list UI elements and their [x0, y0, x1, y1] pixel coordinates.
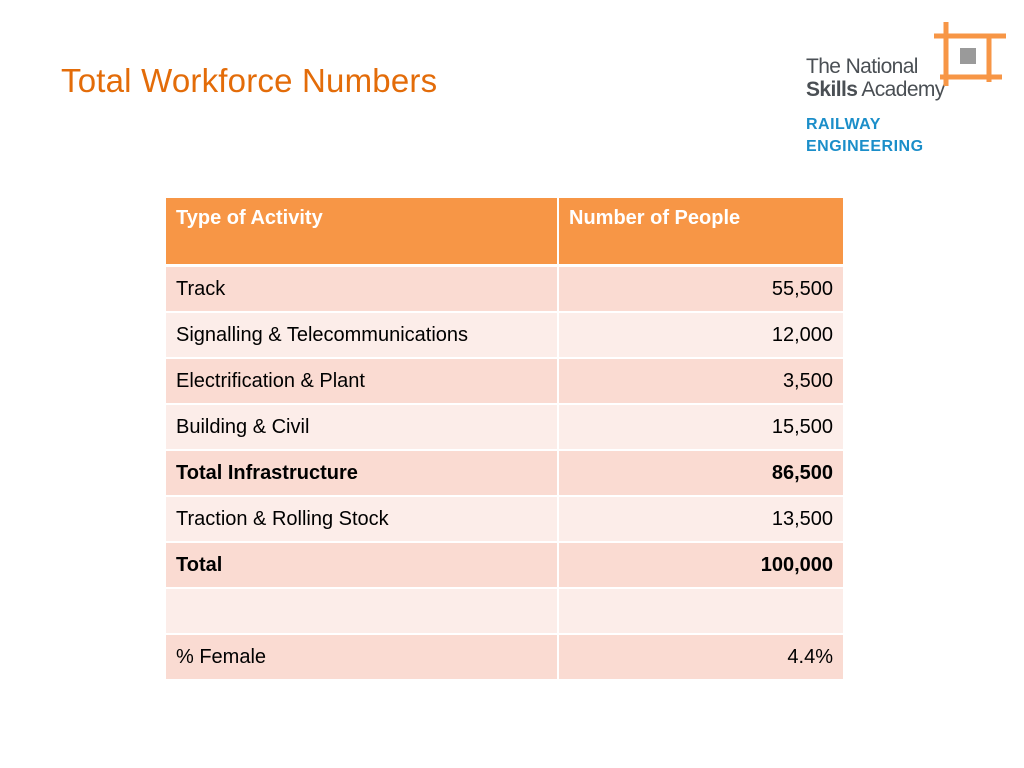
national-skills-academy-logo [806, 22, 1006, 162]
table-header-row [166, 198, 843, 266]
people-cell: 13,500 [558, 496, 843, 542]
activity-cell [166, 588, 558, 634]
table-row [166, 312, 843, 358]
table-row [166, 496, 843, 542]
people-cell: 100,000 [558, 542, 843, 588]
workforce-table [166, 198, 843, 681]
table-row-total [166, 542, 843, 588]
activity-cell: Signalling & Telecommunications [166, 312, 558, 358]
logo-railway-text: RAILWAY [806, 116, 881, 133]
activity-cell: Total Infrastructure [166, 450, 558, 496]
table-row [166, 404, 843, 450]
people-cell: 4.4% [558, 634, 843, 680]
activity-cell: Traction & Rolling Stock [166, 496, 558, 542]
people-cell: 3,500 [558, 358, 843, 404]
people-cell: 55,500 [558, 266, 843, 313]
activity-cell: Electrification & Plant [166, 358, 558, 404]
people-cell: 12,000 [558, 312, 843, 358]
table-row-female [166, 634, 843, 680]
activity-cell: Total [166, 542, 558, 588]
logo-skills-text: Skills [806, 78, 858, 101]
table-row [166, 266, 843, 313]
header-number-of-people: Number of People [558, 198, 843, 266]
people-cell: 86,500 [558, 450, 843, 496]
logo-line-2 [806, 78, 945, 102]
header-type-of-activity: Type of Activity [166, 198, 558, 266]
slide-title: Total Workforce Numbers [61, 62, 438, 99]
logo-frame-icon [934, 22, 1006, 86]
table-row [166, 358, 843, 404]
activity-cell: Track [166, 266, 558, 313]
logo-academy-text: Academy [857, 78, 945, 101]
logo-line-1: The National [806, 55, 918, 78]
people-cell [558, 588, 843, 634]
activity-cell: Building & Civil [166, 404, 558, 450]
table-row-empty [166, 588, 843, 634]
people-cell: 15,500 [558, 404, 843, 450]
activity-cell: % Female [166, 634, 558, 680]
logo-engineering-text: ENGINEERING [806, 138, 924, 155]
table-row-total-infrastructure [166, 450, 843, 496]
